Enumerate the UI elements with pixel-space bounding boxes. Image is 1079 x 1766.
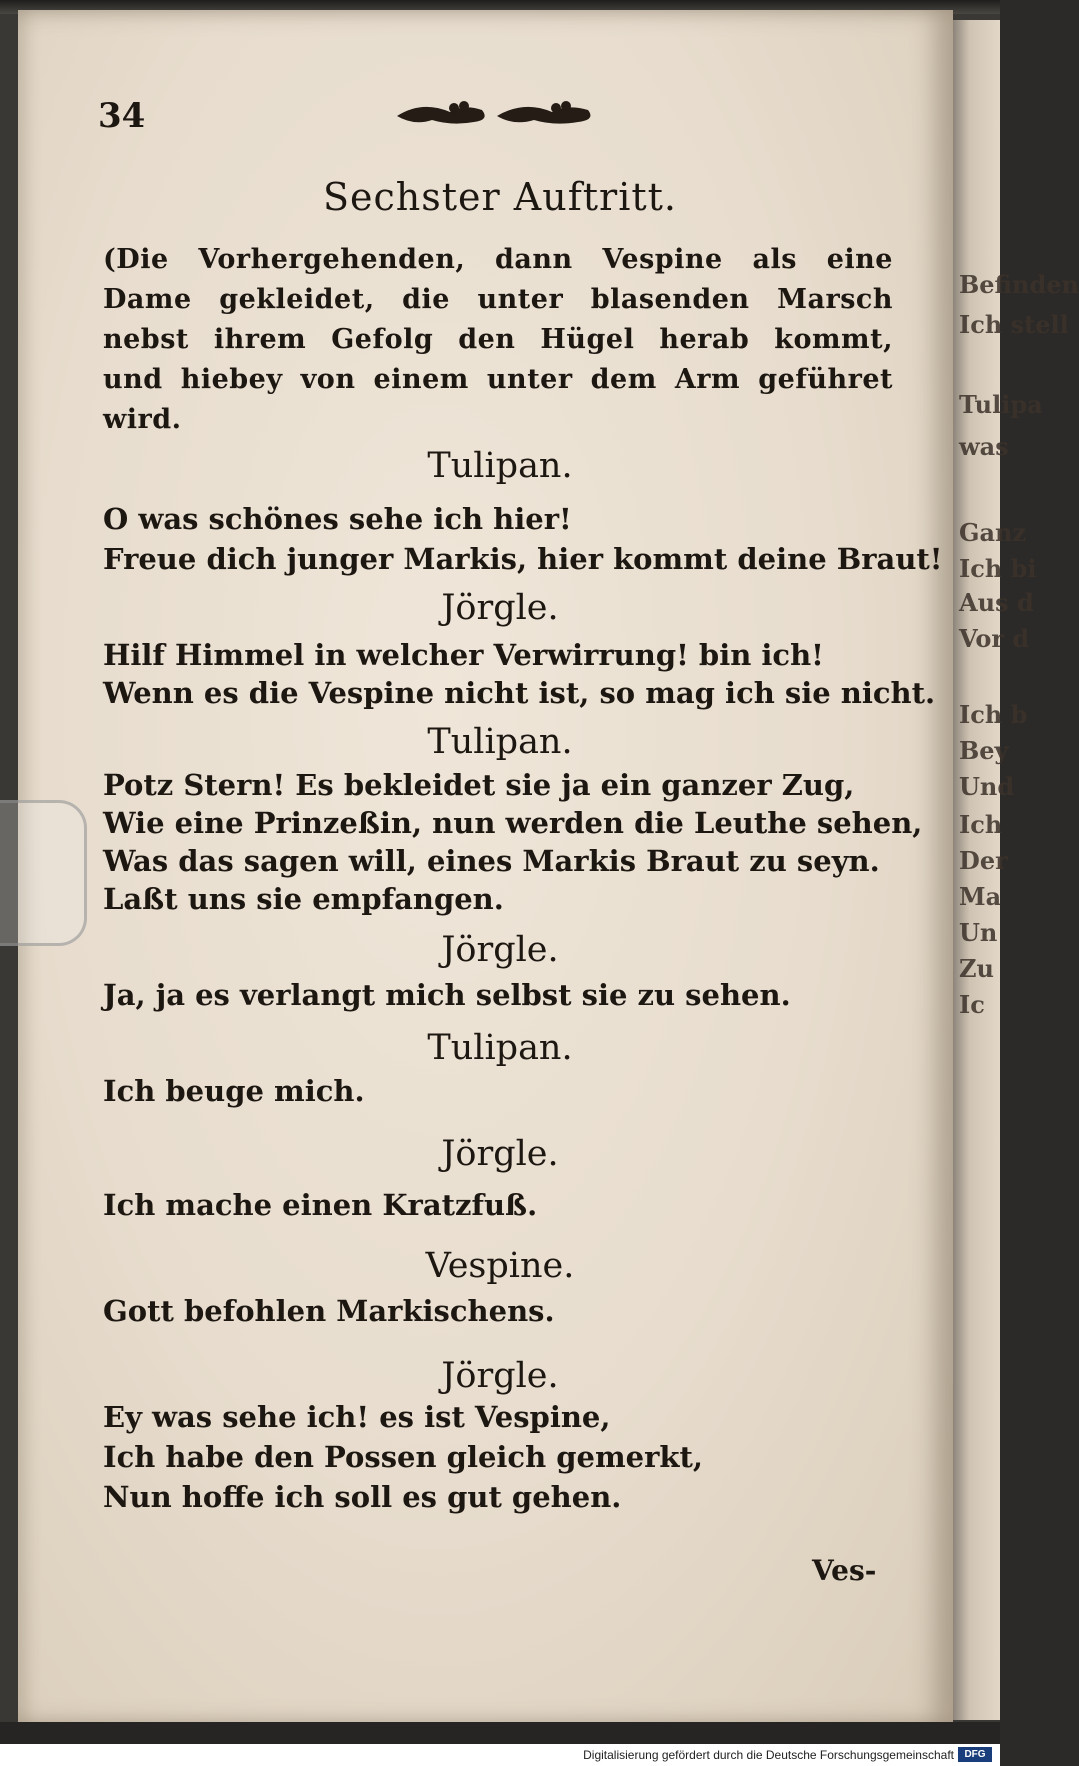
adjacent-page-fragment: Der [959, 846, 1008, 875]
dialogue-line: Wie eine Prinzeßin, nun werden die Leuthe sehen, [103, 806, 923, 840]
adjacent-page-fragment: Un [959, 918, 998, 947]
dialogue-line: O was schönes sehe ich hier! [103, 502, 572, 536]
adjacent-page-fragment: Ic [959, 990, 985, 1019]
dialogue-line: Freue dich junger Markis, hier kommt deine Braut! [103, 542, 943, 576]
adjacent-page-fragment: Tulipa [959, 390, 1043, 419]
adjacent-page-fragment: Ich b [959, 700, 1028, 729]
dialogue-line: Wenn es die Vespine nicht ist, so mag ich sie nicht. [103, 676, 936, 710]
dialogue-line: Nun hoffe ich soll es gut gehen. [103, 1480, 622, 1514]
dialogue-line: Ich mache einen Kratzfuß. [103, 1188, 538, 1222]
stage-direction-line: Dame gekleidet, die unter blasenden Marsch [103, 284, 893, 315]
dialogue-line: Hilf Himmel in welcher Verwirrung! bin ich! [103, 638, 824, 672]
stage-direction-line: nebst ihrem Gefolg den Hügel herab kommt, [103, 324, 893, 355]
adjacent-page-fragment: Aus d [959, 588, 1034, 617]
adjacent-page-fragment: Ich [959, 810, 1003, 839]
speaker-name: Tulipan. [427, 446, 573, 486]
adjacent-page-fragment: Ich bi [959, 554, 1037, 583]
dialogue-line: Ich habe den Possen gleich gemerkt, [103, 1440, 703, 1474]
scene-title: Sechster Auftritt. [323, 175, 677, 219]
speaker-name: Jörgle. [441, 1356, 559, 1396]
dialogue-line: Gott befohlen Markischens. [103, 1294, 555, 1328]
adjacent-page-fragment: Bey [959, 736, 1009, 765]
footer-bar [0, 1744, 1000, 1766]
dialogue-line: Potz Stern! Es bekleidet sie ja ein ganzer Zug, [103, 768, 855, 802]
catchword: Ves- [812, 1554, 877, 1587]
dfg-logo: DFG [958, 1747, 992, 1762]
speaker-name: Tulipan. [427, 1028, 573, 1068]
page-number: 34 [98, 96, 146, 136]
page-clip [0, 800, 87, 946]
adjacent-page-edge [953, 20, 1079, 1720]
speaker-name: Tulipan. [427, 722, 573, 762]
book-bottom-edge [0, 1722, 1000, 1744]
dialogue-line: Was das sagen will, eines Markis Braut zu seyn. [103, 844, 880, 878]
speaker-name: Jörgle. [441, 930, 559, 970]
speaker-name: Vespine. [425, 1246, 575, 1286]
adjacent-page-fragment: Ma [959, 882, 1002, 911]
adjacent-page-fragment: Ganz [959, 518, 1027, 547]
stage-direction-line: wird. [103, 404, 182, 435]
adjacent-page-fragment: Befinden [959, 270, 1079, 299]
ornament-icon [392, 96, 602, 132]
dialogue-line: Ja, ja es verlangt mich selbst sie zu sehen. [103, 978, 791, 1012]
funding-caption: Digitalisierung gefördert durch die Deutsche Forschungsgemeinschaft [583, 1748, 954, 1762]
dialogue-line: Ich beuge mich. [103, 1074, 365, 1108]
adjacent-page-fragment: Zu [959, 954, 994, 983]
stage-direction-line: und hiebey von einem unter dem Arm geführet [103, 364, 893, 395]
stage-direction-line: (Die Vorhergehenden, dann Vespine als eine [103, 244, 893, 275]
dialogue-line: Laßt uns sie empfangen. [103, 882, 504, 916]
adjacent-page-fragment: Ich stell [959, 310, 1069, 339]
adjacent-page-fragment: was [959, 432, 1009, 461]
adjacent-page-fragment: Vor d [959, 624, 1030, 653]
adjacent-page-fragment: Und [959, 772, 1015, 801]
dialogue-line: Ey was sehe ich! es ist Vespine, [103, 1400, 611, 1434]
speaker-name: Jörgle. [441, 1134, 559, 1174]
speaker-name: Jörgle. [441, 588, 559, 628]
